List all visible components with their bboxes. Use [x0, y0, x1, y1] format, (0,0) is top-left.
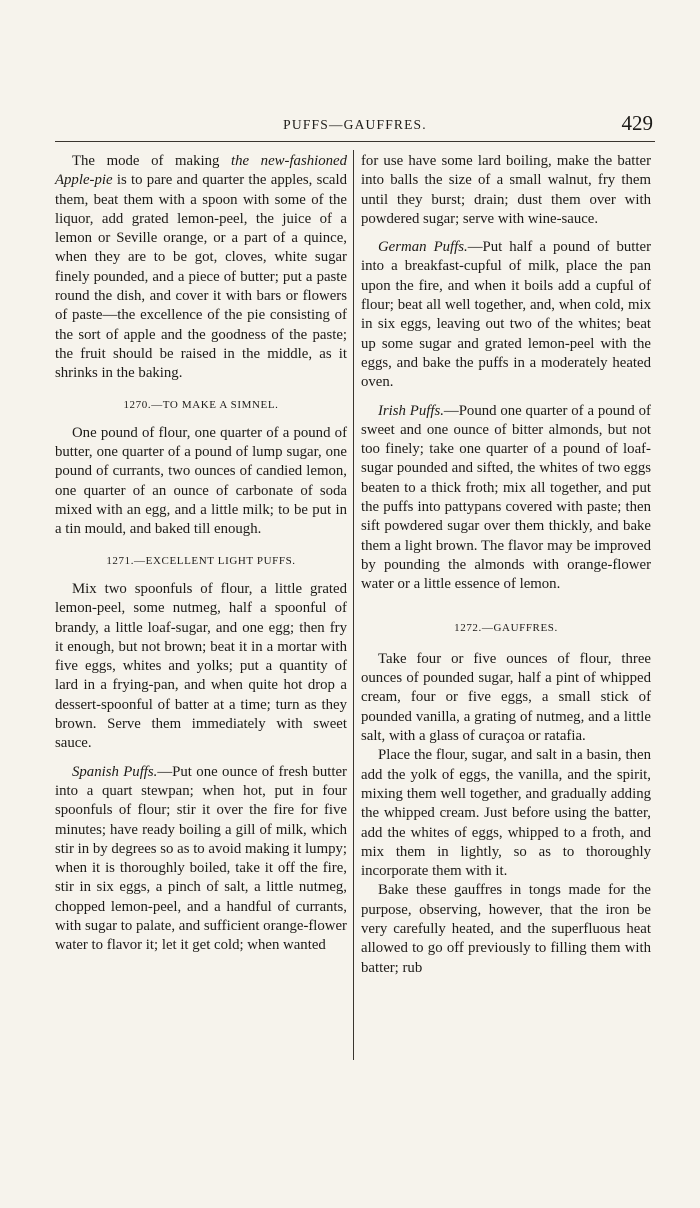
irish-puffs-paragraph: Irish Puffs.—Pound one quarter of a pound of sweet and one ounce of bitter almonds, but not too finely; take one quarter of a pound of loaf-sugar pounded and sifted, the whites of two eggs beaten to a thick froth; mix all together, and put the puffs into pattypans covered with paste; then sift powdered sugar over them thickly, and bake them a light brown. The flavor may be improved by pounding the almonds with orange-flower water or a little essence of lemon.	[361, 402, 651, 593]
spanish-puffs-title: Spanish Puffs.	[72, 763, 158, 780]
spanish-puffs-continued: for use have some lard boiling, make the batter into balls the size of a small walnut, fry them until they burst; drain; dust them over with powdered sugar; serve with wine-sauce.	[361, 153, 651, 227]
header-rule	[55, 141, 655, 142]
spanish-puffs-paragraph: Spanish Puffs.—Put one ounce of fresh butter into a quart stewpan; when hot, put in four spoonfuls of flour; stir it over the fire for five minutes; have ready boiling a gill of milk, which stir in by degrees so as to avoid making it lumpy; when it is thoroughly boiled, take it off the fire, stir in six eggs, a pinch of salt, a little nutmeg, chopped lemon-peel, and a handful of currants, with sugar to palate, and sufficient orange-flower water to flavor it; let it get cold; when wanted	[55, 763, 347, 954]
recipe-heading-1270: 1270.—TO MAKE A SIMNEL.	[123, 398, 279, 411]
left-column	[55, 152, 347, 956]
recipe-heading-1272: 1272.—GAUFFRES.	[454, 621, 558, 634]
apple-pie-paragraph: The mode of making the new-fashioned Apple-pie is to pare and quarter the apples, scald them, beat them with a spoon with some of the liquor, add grated lemon-peel, the juice of a lemon or Seville orange, or a part of a quince, when they are to be got, cloves, white sugar finely pounded, and a piece of butter; put a paste round the dish, and cover it with bars or flowers of paste—the excellence of the pie consisting of the sort of apple and the goodness of the paste; the fruit should be raised in the middle, as it shrinks in the baking.	[55, 153, 347, 382]
gauffres-paragraph-1: Take four or five ounces of flour, three ounces of pounded sugar, half a pint of whipped cream, four or five eggs, a small stick of pounded vanilla, a grating of nutmeg, and a little salt, with a glass of curaçoa or ratafia.	[361, 650, 651, 745]
page-header	[55, 111, 655, 138]
column-divider	[353, 150, 354, 1060]
irish-puffs-title: Irish Puffs.	[378, 402, 444, 419]
gauffres-paragraph-2: Place the flour, sugar, and salt in a basin, then add the yolk of eggs, the vanilla, and the spirit, mixing them well together, and gradually adding the whipped cream. Just before using the batter, add the whites of eggs, whipped to a froth, and mix them in lightly, so as to thoroughly incorporate them with it.	[361, 747, 651, 880]
page-number: 429	[621, 111, 653, 135]
simnel-paragraph: One pound of flour, one quarter of a pound of butter, one quarter of a pound of lump sugar, one pound of currants, two ounces of candied lemon, one quarter of an ounce of carbonate of soda mixed with an egg, and a little milk; to be put in a tin mould, and baked till enough.	[55, 424, 347, 538]
light-puffs-paragraph: Mix two spoonfuls of flour, a little grated lemon-peel, some nutmeg, half a spoonful of brandy, a little loaf-sugar, and one egg; then fry it enough, but not brown; beat it in a mortar with five eggs, whites and yolks; put a quantity of lard in a frying-pan, and when quite hot drop a dessert-spoonful of batter at a time; turn as they brown. Serve them immediately with sweet sauce.	[55, 580, 347, 752]
gauffres-paragraph-3: Bake these gauffres in tongs made for the purpose, observing, however, that the iron be very carefully heated, and the superfluous heat allowed to go off previously to filling them with batter; rub	[361, 882, 651, 976]
right-column	[361, 152, 651, 978]
german-puffs-paragraph: German Puffs.—Put half a pound of butter into a breakfast-cupful of milk, place the pan upon the fire, and when it boils add a cupful of flour; beat all well together, and, when cold, mix in six eggs, leaving out two of the whites; beat up some sugar and grated lemon-peel with the eggs, and bake the puffs in a moderately heated oven.	[361, 239, 651, 391]
running-head: PUFFS—GAUFFRES.	[283, 117, 427, 132]
german-puffs-title: German Puffs.	[378, 239, 468, 256]
apple-pie-title: the new-fashioned Apple-pie	[55, 153, 347, 189]
recipe-heading-1271: 1271.—EXCELLENT LIGHT PUFFS.	[106, 554, 296, 567]
